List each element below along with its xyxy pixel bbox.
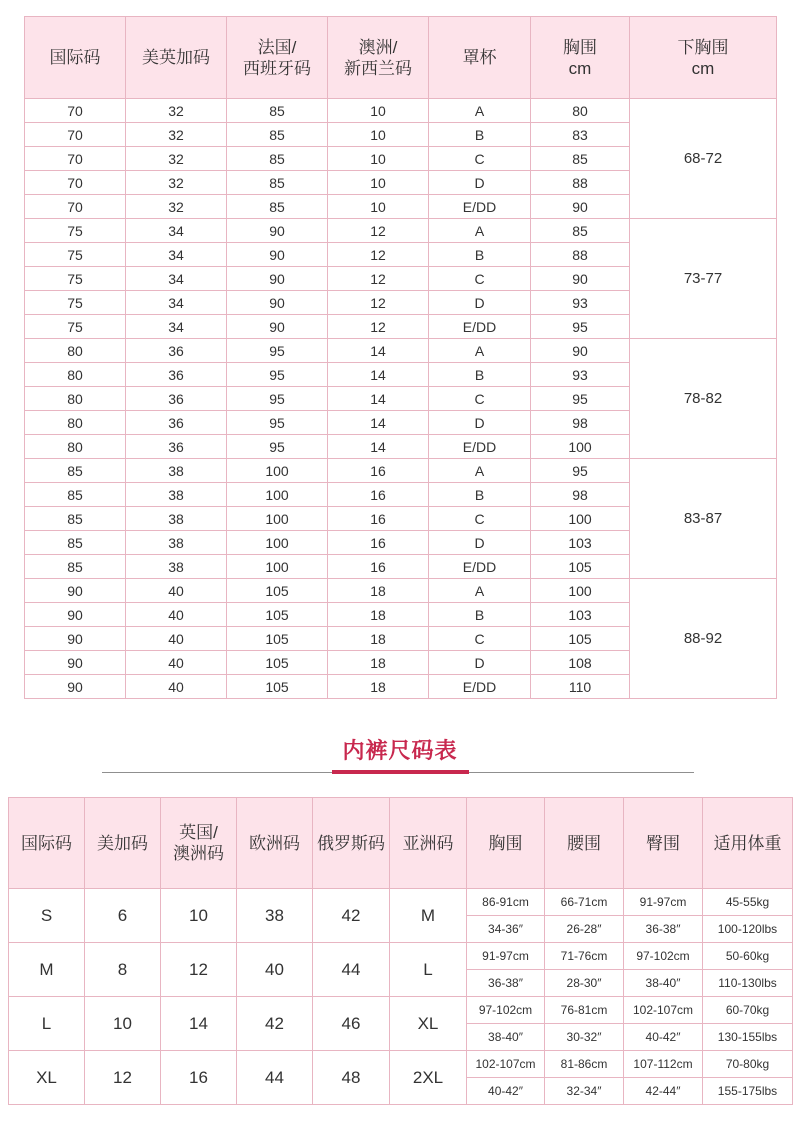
au-nz-size-cell: 10 (328, 99, 429, 123)
au-nz-size-cell: 12 (328, 267, 429, 291)
cup-cell: D (429, 411, 531, 435)
intl-size-cell: 80 (25, 363, 126, 387)
us-uk-size-cell: 32 (126, 123, 227, 147)
au-nz-size-cell: 12 (328, 219, 429, 243)
fr-es-size-cell: 100 (227, 555, 328, 579)
au-nz-size-cell: 14 (328, 435, 429, 459)
intl-size-cell: 85 (25, 507, 126, 531)
weight-kg-cell: 60-70kg (703, 997, 793, 1024)
cup-cell: E/DD (429, 195, 531, 219)
panty-header-cell: 国际码 (9, 798, 85, 889)
au-nz-size-cell: 12 (328, 291, 429, 315)
bust-cell: 103 (531, 531, 630, 555)
intl-size-cell: 70 (25, 171, 126, 195)
us-uk-size-cell: 36 (126, 339, 227, 363)
us-ca-size-cell: 6 (85, 889, 161, 943)
us-uk-size-cell: 38 (126, 483, 227, 507)
cup-cell: D (429, 651, 531, 675)
fr-es-size-cell: 90 (227, 243, 328, 267)
intl-size-cell: 70 (25, 195, 126, 219)
bust-cell: 98 (531, 483, 630, 507)
bust-cm-cell: 86-91cm (467, 889, 545, 916)
bust-inch-cell: 40-42″ (467, 1078, 545, 1105)
us-uk-size-cell: 36 (126, 387, 227, 411)
title-accent-bar (332, 770, 469, 774)
au-nz-size-cell: 18 (328, 627, 429, 651)
panty-header-cell: 英国/ 澳洲码 (161, 798, 237, 889)
intl-size-cell: 80 (25, 411, 126, 435)
cup-cell: A (429, 99, 531, 123)
uk-au-size-cell: 14 (161, 997, 237, 1051)
hip-inch-cell: 42-44″ (624, 1078, 703, 1105)
weight-lbs-cell: 155-175lbs (703, 1078, 793, 1105)
au-nz-size-cell: 14 (328, 339, 429, 363)
intl-size-cell: 75 (25, 291, 126, 315)
au-nz-size-cell: 12 (328, 243, 429, 267)
bra-header-cell: 胸围 cm (531, 17, 630, 99)
au-nz-size-cell: 16 (328, 483, 429, 507)
bust-cell: 93 (531, 363, 630, 387)
bust-cell: 95 (531, 459, 630, 483)
uk-au-size-cell: 16 (161, 1051, 237, 1105)
bra-table-row (25, 339, 777, 363)
au-nz-size-cell: 18 (328, 675, 429, 699)
panty-table-body (9, 889, 793, 1105)
ru-size-cell: 42 (313, 889, 390, 943)
bust-inch-cell: 34-36″ (467, 916, 545, 943)
panty-table-row (9, 997, 793, 1024)
waist-cm-cell: 76-81cm (545, 997, 624, 1024)
bra-header-cell: 罩杯 (429, 17, 531, 99)
eu-size-cell: 38 (237, 889, 313, 943)
panty-header-cell: 胸围 (467, 798, 545, 889)
intl-size-cell: 85 (25, 555, 126, 579)
waist-inch-cell: 32-34″ (545, 1078, 624, 1105)
cup-cell: E/DD (429, 435, 531, 459)
bust-inch-cell: 36-38″ (467, 970, 545, 997)
au-nz-size-cell: 10 (328, 123, 429, 147)
bust-cell: 100 (531, 435, 630, 459)
us-uk-size-cell: 32 (126, 171, 227, 195)
uk-au-size-cell: 12 (161, 943, 237, 997)
bust-cell: 80 (531, 99, 630, 123)
panty-header-row (9, 798, 793, 889)
cup-cell: B (429, 483, 531, 507)
au-nz-size-cell: 16 (328, 555, 429, 579)
cup-cell: D (429, 531, 531, 555)
asia-size-cell: XL (390, 997, 467, 1051)
fr-es-size-cell: 90 (227, 291, 328, 315)
fr-es-size-cell: 95 (227, 411, 328, 435)
cup-cell: A (429, 459, 531, 483)
fr-es-size-cell: 100 (227, 507, 328, 531)
weight-lbs-cell: 130-155lbs (703, 1024, 793, 1051)
bust-cell: 98 (531, 411, 630, 435)
weight-lbs-cell: 100-120lbs (703, 916, 793, 943)
bust-cell: 105 (531, 627, 630, 651)
au-nz-size-cell: 14 (328, 363, 429, 387)
panty-header-cell: 俄罗斯码 (313, 798, 390, 889)
bust-cell: 95 (531, 387, 630, 411)
ru-size-cell: 44 (313, 943, 390, 997)
us-uk-size-cell: 36 (126, 435, 227, 459)
fr-es-size-cell: 100 (227, 531, 328, 555)
au-nz-size-cell: 14 (328, 387, 429, 411)
bra-header-row (25, 17, 777, 99)
bust-cell: 85 (531, 147, 630, 171)
panty-header-cell: 美加码 (85, 798, 161, 889)
bra-header-cell: 下胸围 cm (630, 17, 777, 99)
us-uk-size-cell: 36 (126, 363, 227, 387)
underbust-cell: 88-92 (630, 579, 777, 699)
fr-es-size-cell: 95 (227, 387, 328, 411)
weight-kg-cell: 70-80kg (703, 1051, 793, 1078)
panty-size-table (8, 797, 793, 1105)
underbust-cell: 78-82 (630, 339, 777, 459)
us-uk-size-cell: 32 (126, 99, 227, 123)
bust-cell: 88 (531, 243, 630, 267)
cup-cell: D (429, 171, 531, 195)
us-uk-size-cell: 40 (126, 603, 227, 627)
au-nz-size-cell: 18 (328, 579, 429, 603)
bust-cell: 108 (531, 651, 630, 675)
us-uk-size-cell: 40 (126, 579, 227, 603)
panty-header-cell: 欧洲码 (237, 798, 313, 889)
au-nz-size-cell: 14 (328, 411, 429, 435)
intl-size-cell: 80 (25, 339, 126, 363)
intl-size-cell: 75 (25, 219, 126, 243)
cup-cell: B (429, 603, 531, 627)
fr-es-size-cell: 95 (227, 339, 328, 363)
fr-es-size-cell: 85 (227, 99, 328, 123)
panty-header-cell: 臀围 (624, 798, 703, 889)
cup-cell: E/DD (429, 675, 531, 699)
waist-cm-cell: 71-76cm (545, 943, 624, 970)
bra-header-cell: 国际码 (25, 17, 126, 99)
bust-inch-cell: 38-40″ (467, 1024, 545, 1051)
waist-cm-cell: 66-71cm (545, 889, 624, 916)
intl-size-cell: L (9, 997, 85, 1051)
fr-es-size-cell: 85 (227, 147, 328, 171)
panty-header-cell: 腰围 (545, 798, 624, 889)
hip-inch-cell: 40-42″ (624, 1024, 703, 1051)
fr-es-size-cell: 105 (227, 603, 328, 627)
cup-cell: B (429, 123, 531, 147)
panty-size-title: 内裤尺码表 (342, 738, 458, 763)
intl-size-cell: 90 (25, 603, 126, 627)
waist-cm-cell: 81-86cm (545, 1051, 624, 1078)
au-nz-size-cell: 16 (328, 507, 429, 531)
bra-table-row (25, 99, 777, 123)
bust-cell: 90 (531, 267, 630, 291)
cup-cell: C (429, 267, 531, 291)
cup-cell: D (429, 291, 531, 315)
hip-cm-cell: 97-102cm (624, 943, 703, 970)
fr-es-size-cell: 85 (227, 123, 328, 147)
us-uk-size-cell: 38 (126, 459, 227, 483)
intl-size-cell: M (9, 943, 85, 997)
bust-cell: 83 (531, 123, 630, 147)
asia-size-cell: L (390, 943, 467, 997)
weight-kg-cell: 50-60kg (703, 943, 793, 970)
panty-table-row (9, 889, 793, 916)
cup-cell: A (429, 579, 531, 603)
fr-es-size-cell: 105 (227, 627, 328, 651)
bust-cell: 93 (531, 291, 630, 315)
au-nz-size-cell: 16 (328, 459, 429, 483)
hip-inch-cell: 36-38″ (624, 916, 703, 943)
us-uk-size-cell: 32 (126, 147, 227, 171)
fr-es-size-cell: 105 (227, 651, 328, 675)
intl-size-cell: 80 (25, 435, 126, 459)
bust-cm-cell: 91-97cm (467, 943, 545, 970)
eu-size-cell: 42 (237, 997, 313, 1051)
cup-cell: A (429, 339, 531, 363)
bra-size-table (24, 16, 777, 699)
hip-cm-cell: 107-112cm (624, 1051, 703, 1078)
intl-size-cell: 90 (25, 675, 126, 699)
uk-au-size-cell: 10 (161, 889, 237, 943)
bust-cell: 85 (531, 219, 630, 243)
fr-es-size-cell: 90 (227, 315, 328, 339)
panty-header-cell: 适用体重 (703, 798, 793, 889)
au-nz-size-cell: 18 (328, 651, 429, 675)
fr-es-size-cell: 105 (227, 579, 328, 603)
bust-cell: 95 (531, 315, 630, 339)
us-uk-size-cell: 38 (126, 555, 227, 579)
bust-cell: 88 (531, 171, 630, 195)
bra-header-cell: 法国/ 西班牙码 (227, 17, 328, 99)
cup-cell: B (429, 363, 531, 387)
bust-cm-cell: 97-102cm (467, 997, 545, 1024)
us-uk-size-cell: 38 (126, 531, 227, 555)
intl-size-cell: 85 (25, 531, 126, 555)
us-uk-size-cell: 36 (126, 411, 227, 435)
cup-cell: C (429, 387, 531, 411)
eu-size-cell: 44 (237, 1051, 313, 1105)
underbust-cell: 68-72 (630, 99, 777, 219)
us-ca-size-cell: 12 (85, 1051, 161, 1105)
cup-cell: C (429, 627, 531, 651)
bust-cell: 105 (531, 555, 630, 579)
bra-table-row (25, 459, 777, 483)
bust-cell: 90 (531, 195, 630, 219)
cup-cell: E/DD (429, 555, 531, 579)
au-nz-size-cell: 16 (328, 531, 429, 555)
fr-es-size-cell: 90 (227, 267, 328, 291)
au-nz-size-cell: 18 (328, 603, 429, 627)
intl-size-cell: 90 (25, 627, 126, 651)
eu-size-cell: 40 (237, 943, 313, 997)
intl-size-cell: 90 (25, 579, 126, 603)
fr-es-size-cell: 85 (227, 171, 328, 195)
bust-cell: 90 (531, 339, 630, 363)
fr-es-size-cell: 105 (227, 675, 328, 699)
us-uk-size-cell: 40 (126, 627, 227, 651)
cup-cell: B (429, 243, 531, 267)
hip-inch-cell: 38-40″ (624, 970, 703, 997)
au-nz-size-cell: 10 (328, 147, 429, 171)
intl-size-cell: 75 (25, 315, 126, 339)
us-uk-size-cell: 40 (126, 675, 227, 699)
intl-size-cell: S (9, 889, 85, 943)
underbust-cell: 83-87 (630, 459, 777, 579)
bra-header-cell: 美英加码 (126, 17, 227, 99)
intl-size-cell: 90 (25, 651, 126, 675)
weight-lbs-cell: 110-130lbs (703, 970, 793, 997)
intl-size-cell: 70 (25, 147, 126, 171)
intl-size-cell: 85 (25, 459, 126, 483)
ru-size-cell: 48 (313, 1051, 390, 1105)
us-uk-size-cell: 38 (126, 507, 227, 531)
asia-size-cell: M (390, 889, 467, 943)
intl-size-cell: 85 (25, 483, 126, 507)
fr-es-size-cell: 95 (227, 363, 328, 387)
fr-es-size-cell: 95 (227, 435, 328, 459)
bra-header-cell: 澳洲/ 新西兰码 (328, 17, 429, 99)
waist-inch-cell: 26-28″ (545, 916, 624, 943)
panty-table-row (9, 1051, 793, 1078)
bust-cell: 100 (531, 507, 630, 531)
ru-size-cell: 46 (313, 997, 390, 1051)
panty-header-cell: 亚洲码 (390, 798, 467, 889)
us-uk-size-cell: 34 (126, 267, 227, 291)
us-uk-size-cell: 34 (126, 315, 227, 339)
au-nz-size-cell: 10 (328, 195, 429, 219)
waist-inch-cell: 28-30″ (545, 970, 624, 997)
cup-cell: C (429, 507, 531, 531)
cup-cell: C (429, 147, 531, 171)
hip-cm-cell: 102-107cm (624, 997, 703, 1024)
intl-size-cell: 70 (25, 123, 126, 147)
weight-kg-cell: 45-55kg (703, 889, 793, 916)
asia-size-cell: 2XL (390, 1051, 467, 1105)
bust-cm-cell: 102-107cm (467, 1051, 545, 1078)
bra-table-row (25, 219, 777, 243)
cup-cell: A (429, 219, 531, 243)
bust-cell: 103 (531, 603, 630, 627)
bra-table-body (25, 99, 777, 699)
us-uk-size-cell: 34 (126, 291, 227, 315)
au-nz-size-cell: 12 (328, 315, 429, 339)
us-uk-size-cell: 32 (126, 195, 227, 219)
us-ca-size-cell: 10 (85, 997, 161, 1051)
fr-es-size-cell: 100 (227, 459, 328, 483)
panty-table-row (9, 943, 793, 970)
us-uk-size-cell: 34 (126, 243, 227, 267)
us-uk-size-cell: 34 (126, 219, 227, 243)
fr-es-size-cell: 85 (227, 195, 328, 219)
intl-size-cell: 80 (25, 387, 126, 411)
bra-table-row (25, 579, 777, 603)
us-uk-size-cell: 40 (126, 651, 227, 675)
intl-size-cell: XL (9, 1051, 85, 1105)
intl-size-cell: 75 (25, 267, 126, 291)
au-nz-size-cell: 10 (328, 171, 429, 195)
fr-es-size-cell: 100 (227, 483, 328, 507)
bust-cell: 100 (531, 579, 630, 603)
hip-cm-cell: 91-97cm (624, 889, 703, 916)
fr-es-size-cell: 90 (227, 219, 328, 243)
cup-cell: E/DD (429, 315, 531, 339)
us-ca-size-cell: 8 (85, 943, 161, 997)
intl-size-cell: 75 (25, 243, 126, 267)
intl-size-cell: 70 (25, 99, 126, 123)
waist-inch-cell: 30-32″ (545, 1024, 624, 1051)
bust-cell: 110 (531, 675, 630, 699)
underbust-cell: 73-77 (630, 219, 777, 339)
